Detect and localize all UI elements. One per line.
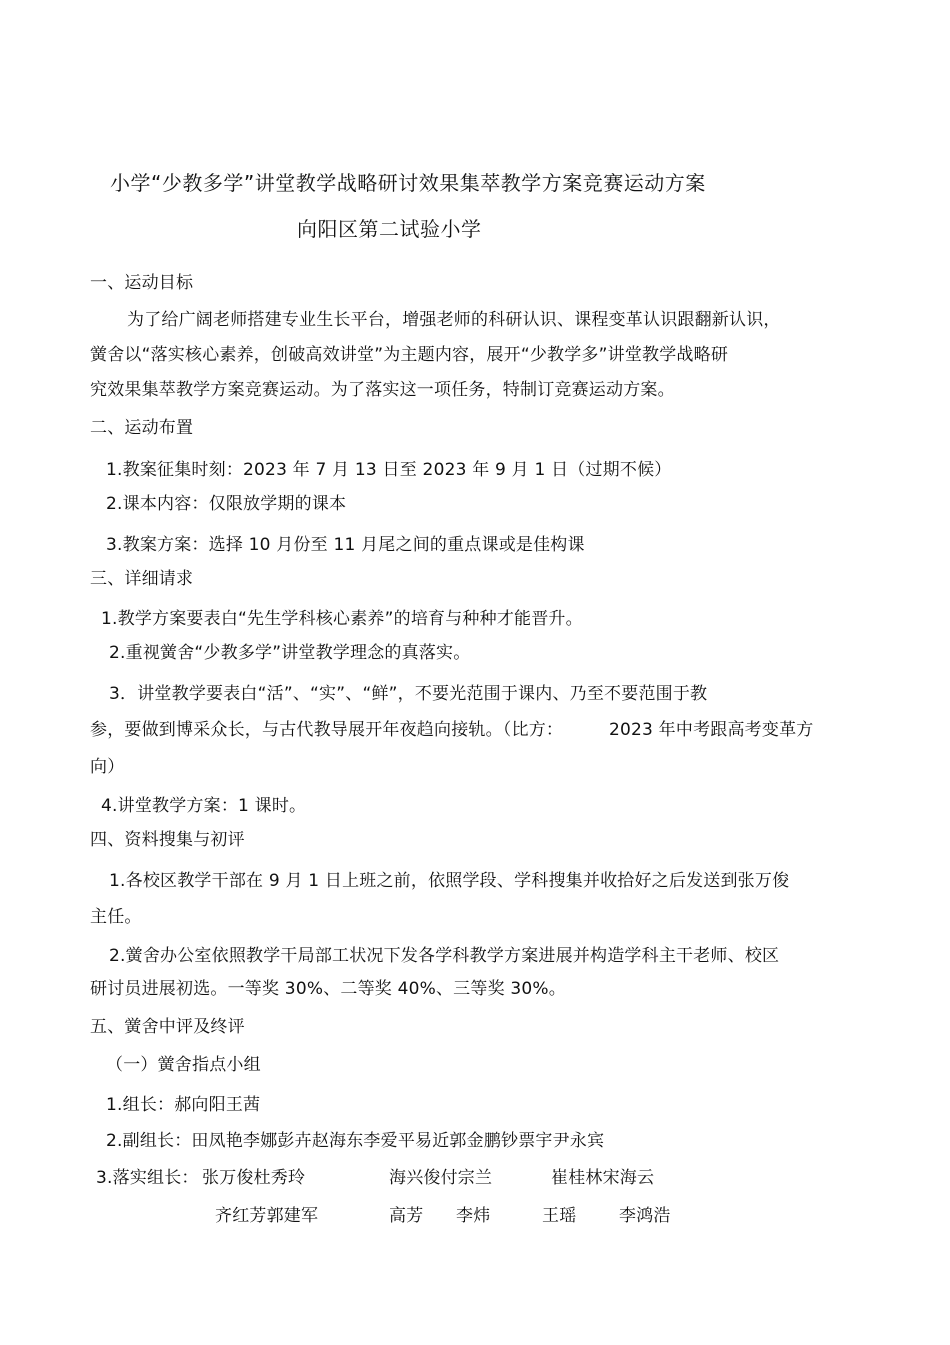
requirement-item-3-line-2-tail: 2023 年中考跟高考变革方 [609, 720, 814, 740]
requirement-item-2: 2.重视黉舍“少教多学”讲堂教学理念的真落实。 [109, 643, 471, 663]
requirement-item-1: 1.教学方案要表白“先生学科核心素养”的培育与种种才能晋升。 [101, 609, 583, 629]
requirement-item-3-line-3: 向） [90, 757, 125, 777]
collection-item-1-line-1: 1.各校区教学干部在 9 月 1 日上班之前，依照学段、学科搜集并收拾好之后发送到张万俊 [109, 871, 790, 891]
implementation-leader-name: 李鸿浩 [619, 1206, 671, 1226]
implementation-leader-name: 高芳 [389, 1206, 424, 1226]
section-heading-goal: 一、运动目标 [90, 273, 194, 293]
implementation-leader-name: 李炜 [456, 1206, 491, 1226]
collection-item-2-line-2: 研讨员进展初选。一等奖 30%、二等奖 40%、三等奖 30%。 [90, 979, 566, 999]
requirement-item-3-line-1: 3．讲堂教学要表白“活”、“实”、“鲜”，不要光范围于课内、乃至不要范围于教 [109, 684, 708, 704]
section-heading-requirements: 三、详细请求 [90, 569, 194, 589]
section-heading-collection: 四、资料搜集与初评 [90, 830, 245, 850]
goal-paragraph-line-1: 为了给广阔老师搭建专业生长平台，增强老师的科研认识、课程变革认识跟翻新认识， [127, 310, 781, 330]
section-heading-evaluation: 五、黉舍中评及终评 [90, 1017, 245, 1037]
requirement-item-4: 4.讲堂教学方案：1 课时。 [101, 796, 307, 816]
implementation-leaders-pair-3: 崔桂林宋海云 [551, 1168, 655, 1188]
document-title: 小学“少教多学”讲堂教学战略研讨效果集萃教学方案竞赛运动方案 [110, 171, 706, 195]
requirement-item-3-line-2: 参，要做到博采众长，与古代教导展开年夜趋向接轨。（比方： [90, 720, 564, 740]
guidance-group-subheading: （一）黉舍指点小组 [106, 1055, 261, 1075]
section-heading-arrangement: 二、运动布置 [90, 418, 194, 438]
arrangement-item-3: 3.教案方案：选择 10 月份至 11 月尾之间的重点课或是佳构课 [106, 535, 585, 555]
arrangement-item-1: 1.教案征集时刻：2023 年 7 月 13 日至 2023 年 9 月 1 日（过期不候） [106, 460, 672, 480]
implementation-leader-name: 王瑶 [542, 1206, 577, 1226]
group-deputy-leaders: 2.副组长：田凤艳李娜彭卉赵海东李爱平易近郭金鹏钞票宇尹永宾 [106, 1131, 605, 1151]
arrangement-item-2: 2.课本内容：仅限放学期的课本 [106, 494, 347, 514]
collection-item-1-line-2: 主任。 [90, 907, 142, 927]
collection-item-2-line-1: 2.黉舍办公室依照教学干局部工状况下发各学科教学方案进展并构造学科主干老师、校区 [109, 946, 780, 966]
implementation-leaders-pair-2: 海兴俊付宗兰 [389, 1168, 493, 1188]
document-subtitle: 向阳区第二试验小学 [297, 217, 482, 241]
goal-paragraph-line-3: 究效果集萃教学方案竞赛运动。为了落实这一项任务，特制订竞赛运动方案。 [90, 380, 675, 400]
implementation-leaders-pair-1: 张万俊杜秀玲 [202, 1168, 306, 1188]
group-leader: 1.组长：郝向阳王茜 [106, 1095, 261, 1115]
goal-paragraph-line-2: 黉舍以“落实核心素养，创破高效讲堂”为主题内容，展开“少教学多”讲堂教学战略研 [90, 345, 729, 365]
implementation-leaders-label: 3.落实组长： [96, 1168, 199, 1188]
implementation-leaders-pair-4: 齐红芳郭建军 [215, 1206, 319, 1226]
